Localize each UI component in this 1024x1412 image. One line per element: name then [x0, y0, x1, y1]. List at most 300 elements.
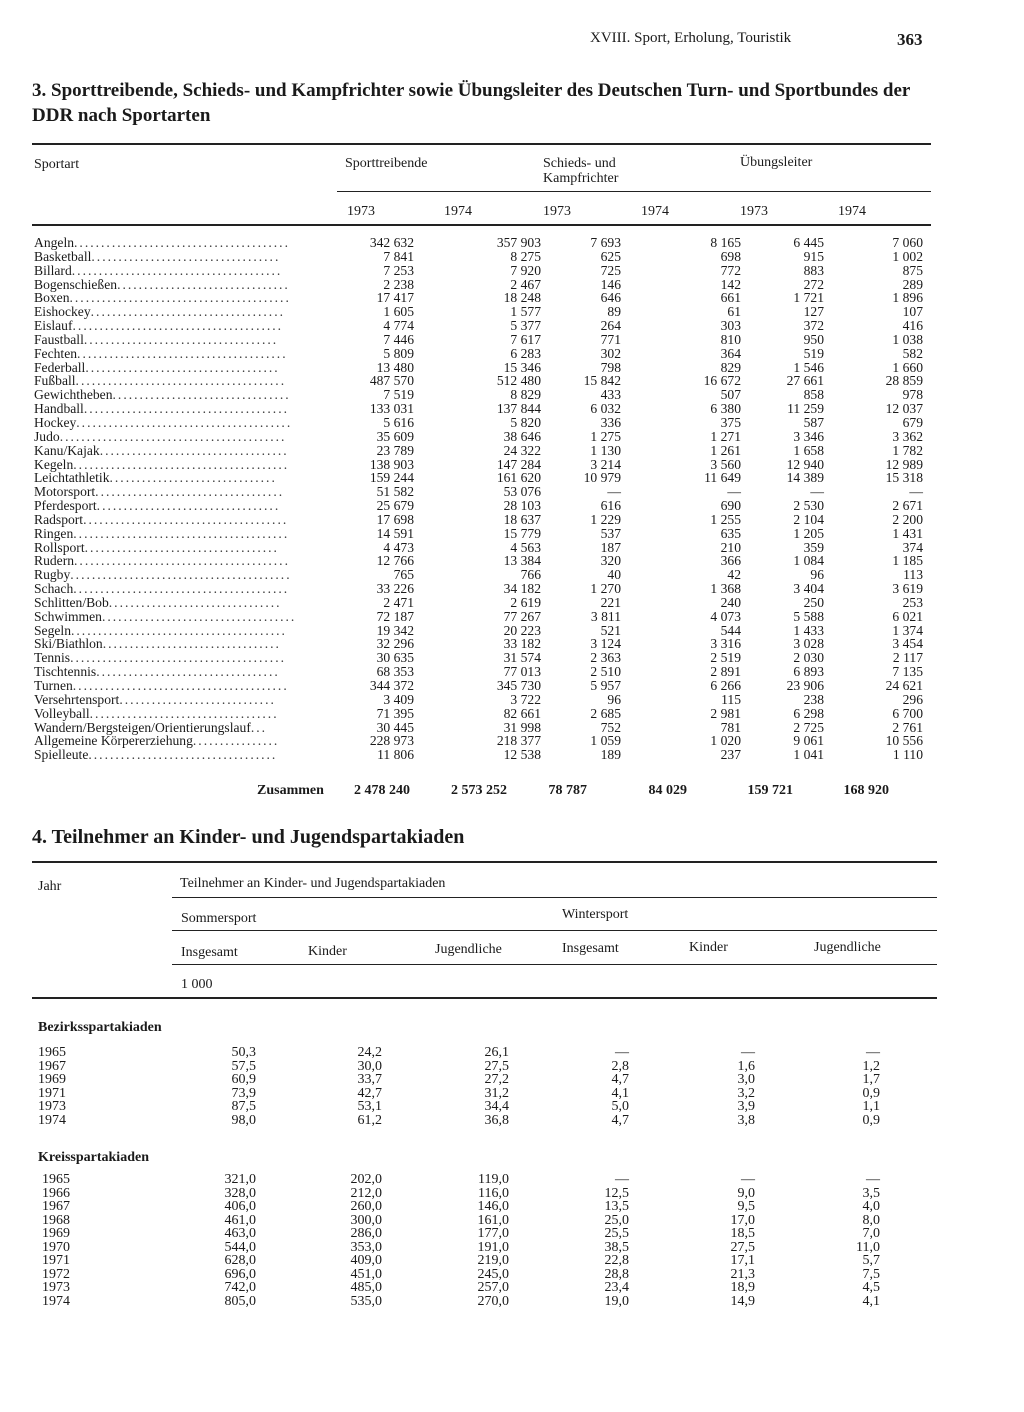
- table-row: [34, 485, 923, 499]
- value-cell: 11 649: [704, 470, 741, 486]
- value-cell: 89: [607, 304, 621, 320]
- value-cell: 4 073: [710, 608, 741, 624]
- col-jugendliche: Jugendliche: [814, 940, 881, 955]
- value-cell: 521: [600, 622, 621, 638]
- value-cell: 18 637: [503, 511, 541, 527]
- value-cell: 2 030: [793, 650, 824, 666]
- value-cell: 485,0: [350, 1280, 382, 1295]
- value-cell: 289: [902, 276, 923, 292]
- value-cell: 409,0: [350, 1253, 382, 1268]
- sport-name-cell: [34, 361, 334, 375]
- value-cell: 15 318: [885, 470, 923, 486]
- value-cell: 53,1: [357, 1099, 382, 1114]
- value-cell: 537: [600, 525, 621, 541]
- value-cell: 11,0: [856, 1239, 880, 1255]
- value-cell: 616: [600, 498, 621, 514]
- value-cell: 24 322: [503, 442, 541, 458]
- value-cell: 344 372: [369, 678, 414, 693]
- value-cell: 3,5: [862, 1185, 880, 1201]
- value-cell: 2 471: [383, 594, 414, 610]
- dot-leader: ........................................: [73, 456, 290, 472]
- value-cell: —: [615, 1172, 629, 1187]
- value-cell: 38,5: [604, 1239, 629, 1255]
- sport-name-cell: [34, 582, 334, 596]
- sport-name: Tischtennis: [34, 664, 97, 680]
- value-cell: 6 298: [793, 705, 824, 721]
- value-cell: 32 296: [376, 636, 414, 652]
- value-cell: 142: [720, 276, 741, 292]
- table-row: [34, 402, 923, 416]
- sport-name-cell: [34, 568, 334, 582]
- col-kinder: Kinder: [689, 940, 728, 955]
- sport-name: Ski/Biathlon: [34, 636, 103, 652]
- value-cell: 31,2: [484, 1085, 509, 1101]
- value-cell: 1 271: [710, 428, 741, 444]
- value-cell: 661: [720, 290, 741, 306]
- value-cell: 159 244: [369, 470, 414, 486]
- dot-leader: ...................................: [95, 484, 285, 500]
- sport-name: Ringen: [34, 525, 74, 541]
- table-row: [34, 596, 923, 610]
- table-row: [42, 1200, 880, 1214]
- sport-name: Leichtathletik: [34, 470, 110, 486]
- dot-leader: ..................................: [96, 498, 281, 514]
- table4-rule-3: [172, 964, 937, 965]
- sport-name-cell: [34, 554, 334, 568]
- table-row: [34, 665, 923, 679]
- sports-table: [34, 236, 923, 762]
- value-cell: 781: [720, 719, 741, 735]
- value-cell: 433: [600, 387, 621, 403]
- value-cell: 5 809: [383, 345, 414, 361]
- value-cell: 7 841: [383, 248, 414, 264]
- value-cell: 1 433: [793, 622, 824, 638]
- value-cell: 1,7: [862, 1072, 880, 1087]
- dot-leader: .......................................: [77, 345, 288, 361]
- value-cell: 24,2: [357, 1045, 382, 1060]
- table-row: [34, 707, 923, 721]
- dot-leader: ...................................: [88, 747, 278, 763]
- col-schieds: Schieds- und: [543, 156, 616, 171]
- value-cell: 507: [720, 387, 741, 403]
- table-row: [42, 1241, 880, 1255]
- sport-name-cell: [34, 250, 334, 264]
- value-cell: 725: [600, 262, 621, 278]
- value-cell: 21,3: [730, 1266, 755, 1282]
- value-cell: 1 229: [590, 511, 621, 527]
- value-cell: 1 721: [793, 290, 824, 306]
- value-cell: 218 377: [496, 733, 541, 749]
- dot-leader: ........................................: [76, 414, 293, 430]
- value-cell: 27,5: [730, 1239, 755, 1255]
- value-cell: 1 374: [892, 622, 923, 638]
- table-row: [34, 471, 923, 485]
- value-cell: 260,0: [350, 1199, 382, 1214]
- value-cell: 0,9: [862, 1112, 880, 1128]
- section-kreis: Kreisspartakiaden: [38, 1150, 149, 1165]
- value-cell: 270,0: [477, 1293, 509, 1309]
- sport-name-cell: [34, 499, 334, 513]
- year-1973: 1973: [543, 204, 571, 219]
- sport-name-cell: [34, 388, 334, 402]
- table-row: [34, 651, 923, 665]
- dot-leader: .............................: [119, 691, 276, 707]
- value-cell: 237: [720, 747, 741, 763]
- dot-leader: ....................................: [84, 539, 279, 555]
- value-cell: 635: [720, 525, 741, 541]
- value-cell: 1 205: [793, 525, 824, 541]
- value-cell: 303: [720, 318, 741, 334]
- value-cell: 15 346: [503, 359, 541, 375]
- table-row: [34, 305, 923, 319]
- value-cell: 9,5: [737, 1199, 755, 1214]
- dot-leader: .................................: [112, 387, 291, 403]
- sport-name-cell: [34, 734, 334, 748]
- value-cell: 19 342: [376, 622, 414, 638]
- value-cell: 3 619: [892, 581, 923, 597]
- value-cell: 17,0: [730, 1212, 755, 1228]
- value-cell: 8,0: [862, 1212, 880, 1228]
- value-cell: —: [866, 1045, 880, 1060]
- value-cell: 535,0: [350, 1293, 382, 1309]
- value-cell: 146,0: [477, 1199, 509, 1214]
- value-cell: 8 275: [510, 248, 541, 264]
- value-cell: 23 906: [786, 678, 824, 693]
- value-cell: 14 591: [376, 525, 414, 541]
- table-row: [34, 278, 923, 292]
- sport-name: Fußball: [34, 373, 76, 389]
- table-row: [34, 721, 923, 735]
- value-cell: 3,0: [737, 1072, 755, 1087]
- value-cell: 752: [600, 719, 621, 735]
- table-row: [34, 361, 923, 375]
- value-cell: 798: [600, 359, 621, 375]
- value-cell: 461,0: [224, 1212, 256, 1228]
- value-cell: 2 467: [510, 276, 541, 292]
- sport-name: Allgemeine Körpererziehung: [34, 733, 193, 749]
- value-cell: 238: [803, 691, 824, 707]
- sport-name-cell: [34, 430, 334, 444]
- dot-leader: .......................................: [71, 262, 283, 278]
- sport-name-cell: [34, 305, 334, 319]
- value-cell: 51 582: [376, 484, 414, 500]
- year-cell: 1969: [42, 1226, 70, 1241]
- value-cell: 1 041: [793, 747, 824, 763]
- value-cell: 4,0: [862, 1199, 880, 1214]
- value-cell: 34 182: [503, 581, 541, 597]
- col-insgesamt: Insgesamt: [181, 945, 238, 960]
- value-cell: 27,2: [484, 1072, 509, 1087]
- sport-name-cell: [34, 485, 334, 499]
- value-cell: 161,0: [477, 1212, 509, 1228]
- value-cell: 772: [720, 262, 741, 278]
- value-cell: 3,9: [737, 1099, 755, 1114]
- sport-name: Turnen: [34, 678, 73, 693]
- value-cell: 71 395: [376, 705, 414, 721]
- table-row: [34, 693, 923, 707]
- value-cell: 6 893: [793, 664, 824, 680]
- value-cell: 320: [600, 553, 621, 569]
- total-value: 84 029: [648, 783, 687, 798]
- value-cell: 3 214: [590, 456, 621, 472]
- sport-name-cell: [34, 402, 334, 416]
- value-cell: 679: [902, 414, 923, 430]
- table4-rule-2: [172, 930, 937, 931]
- value-cell: 6 445: [793, 235, 824, 250]
- value-cell: 6 380: [710, 401, 741, 417]
- col-kinder: Kinder: [308, 944, 347, 959]
- value-cell: 17,1: [730, 1253, 755, 1268]
- dot-leader: ........................................: [70, 650, 286, 666]
- value-cell: 2 981: [710, 705, 741, 721]
- value-cell: 19,0: [604, 1293, 629, 1309]
- value-cell: 61,2: [357, 1112, 382, 1128]
- value-cell: 96: [607, 691, 621, 707]
- value-cell: 2 530: [793, 498, 824, 514]
- sport-name: Pferdesport: [34, 498, 97, 514]
- value-cell: 113: [903, 567, 923, 583]
- table-row: [38, 1087, 880, 1101]
- value-cell: 1 110: [892, 747, 923, 763]
- table4-rule-1: [172, 897, 937, 898]
- sport-name-cell: [34, 541, 334, 555]
- value-cell: 10 979: [583, 470, 621, 486]
- value-cell: 3 028: [793, 636, 824, 652]
- value-cell: 345 730: [496, 678, 541, 693]
- value-cell: 138 903: [369, 456, 414, 472]
- value-cell: 87,5: [231, 1099, 256, 1114]
- value-cell: 119,0: [478, 1172, 509, 1187]
- sport-name-cell: [34, 264, 334, 278]
- year-1974: 1974: [838, 204, 866, 219]
- table-row: [38, 1046, 880, 1060]
- value-cell: 1 782: [892, 442, 923, 458]
- value-cell: 1 577: [510, 304, 541, 320]
- value-cell: 17 698: [376, 511, 414, 527]
- sport-name: Bogenschießen: [34, 276, 118, 292]
- value-cell: 829: [720, 359, 741, 375]
- sport-name: Spielleute: [34, 747, 89, 763]
- year-cell: 1973: [38, 1099, 66, 1114]
- value-cell: 1 261: [710, 442, 741, 458]
- value-cell: 771: [600, 331, 621, 347]
- table-row: [34, 610, 923, 624]
- table3-title: 3. Sporttreibende, Schieds- und Kampfrichter sowie Übungsleiter des Deutschen Turn- und Sportbundes der DDR nach Sportarten: [32, 80, 910, 126]
- dot-leader: ................: [192, 733, 280, 749]
- dot-leader: ........................................: [72, 678, 289, 693]
- sport-name-cell: [34, 679, 334, 693]
- value-cell: 15 779: [503, 525, 541, 541]
- value-cell: 13,5: [604, 1199, 629, 1214]
- value-cell: 28,8: [604, 1266, 629, 1282]
- table-row: [34, 734, 923, 748]
- value-cell: 253: [902, 594, 923, 610]
- sport-name: Kegeln: [34, 456, 74, 472]
- value-cell: 27,5: [484, 1058, 509, 1074]
- table4-header-rule: [32, 997, 937, 999]
- value-cell: 38 646: [503, 428, 541, 444]
- value-cell: 6 283: [510, 345, 541, 361]
- value-cell: 240: [720, 594, 741, 610]
- sport-name: Faustball: [34, 331, 84, 347]
- value-cell: 77 267: [503, 608, 541, 624]
- value-cell: 20 223: [503, 622, 541, 638]
- value-cell: 3,2: [737, 1085, 755, 1101]
- value-cell: 1,1: [862, 1099, 880, 1114]
- year-cell: 1974: [42, 1293, 70, 1309]
- value-cell: 12 766: [376, 553, 414, 569]
- value-cell: 4,7: [611, 1072, 629, 1087]
- value-cell: 12,5: [604, 1185, 629, 1201]
- value-cell: 12 037: [885, 401, 923, 417]
- year-cell: 1969: [38, 1072, 66, 1087]
- value-cell: 2 761: [892, 719, 923, 735]
- value-cell: 33 182: [503, 636, 541, 652]
- dot-leader: ....................................: [85, 359, 280, 375]
- sport-name-cell: [34, 347, 334, 361]
- value-cell: 2,8: [611, 1058, 629, 1074]
- value-cell: 6 266: [710, 678, 741, 693]
- value-cell: 12 538: [503, 747, 541, 763]
- dot-leader: ...................................: [91, 248, 281, 264]
- value-cell: 2 117: [892, 650, 923, 666]
- value-cell: 177,0: [477, 1226, 509, 1241]
- value-cell: 3 316: [710, 636, 741, 652]
- sport-name: Rudern: [34, 553, 75, 569]
- value-cell: 82 661: [503, 705, 541, 721]
- table-row: [38, 1114, 880, 1128]
- value-cell: 300,0: [350, 1212, 382, 1228]
- col-kampfrichter: Kampfrichter: [543, 171, 619, 186]
- value-cell: 487 570: [369, 373, 414, 389]
- dot-leader: ..................................: [96, 664, 280, 680]
- sport-name-cell: [34, 624, 334, 638]
- sport-name-cell: [34, 416, 334, 430]
- value-cell: 364: [720, 345, 741, 361]
- value-cell: 98,0: [231, 1112, 256, 1128]
- value-cell: 50,3: [231, 1045, 256, 1060]
- value-cell: 61: [727, 304, 741, 320]
- value-cell: 7 920: [510, 262, 541, 278]
- value-cell: 31 998: [503, 719, 541, 735]
- value-cell: —: [727, 484, 741, 500]
- dot-leader: ...: [250, 719, 268, 735]
- value-cell: 4,7: [611, 1112, 629, 1128]
- value-cell: 107: [902, 304, 923, 320]
- value-cell: 12 989: [885, 456, 923, 472]
- value-cell: 696,0: [224, 1266, 256, 1282]
- table-row: [34, 568, 923, 582]
- value-cell: 26,1: [484, 1045, 509, 1060]
- sport-name-cell: [34, 333, 334, 347]
- sport-name-cell: [34, 651, 334, 665]
- table3-header-rule: [32, 224, 931, 226]
- table-row: [34, 444, 923, 458]
- dot-leader: .................................: [102, 636, 281, 652]
- value-cell: 35 609: [376, 428, 414, 444]
- sport-name: Federball: [34, 359, 86, 375]
- value-cell: 6 032: [590, 401, 621, 417]
- value-cell: 133 031: [369, 401, 414, 417]
- value-cell: 3 560: [710, 456, 741, 472]
- sport-name-cell: [34, 236, 334, 250]
- value-cell: 28 859: [885, 373, 923, 389]
- dot-leader: ....................................: [83, 331, 279, 347]
- value-cell: 0,9: [862, 1085, 880, 1101]
- value-cell: 2 200: [892, 511, 923, 527]
- dot-leader: .......................................: [75, 373, 287, 389]
- value-cell: 2 891: [710, 664, 741, 680]
- value-cell: 3 811: [590, 608, 621, 624]
- table-row: [38, 1073, 880, 1087]
- year-cell: 1970: [42, 1239, 70, 1255]
- value-cell: 4,1: [862, 1293, 880, 1309]
- value-cell: 28 103: [503, 498, 541, 514]
- value-cell: 1 059: [590, 733, 621, 749]
- value-cell: 3 454: [892, 636, 923, 652]
- value-cell: 2 725: [793, 719, 824, 735]
- value-cell: —: [741, 1045, 755, 1060]
- value-cell: 2 510: [590, 664, 621, 680]
- sport-name: Hockey: [34, 414, 77, 430]
- sport-name: Versehrtensport: [34, 691, 120, 707]
- value-cell: 221: [600, 594, 621, 610]
- sport-name: Basketball: [34, 248, 92, 264]
- value-cell: 1 020: [710, 733, 741, 749]
- sport-name-cell: [34, 748, 334, 762]
- table-row: [42, 1214, 880, 1228]
- value-cell: 146: [600, 276, 621, 292]
- year-1974: 1974: [641, 204, 669, 219]
- value-cell: 189: [600, 747, 621, 763]
- dot-leader: ...................................: [89, 705, 279, 721]
- year-cell: 1973: [42, 1280, 70, 1295]
- value-cell: 8 165: [710, 235, 741, 250]
- value-cell: 18 248: [503, 290, 541, 306]
- value-cell: 302: [600, 345, 621, 361]
- value-cell: 18,5: [730, 1226, 755, 1241]
- table3-sub-rule: [337, 191, 931, 192]
- value-cell: 915: [803, 248, 824, 264]
- value-cell: 11 806: [377, 747, 414, 763]
- value-cell: 15 842: [583, 373, 621, 389]
- year-cell: 1965: [42, 1172, 70, 1187]
- value-cell: 9,0: [737, 1185, 755, 1201]
- table-row: [34, 416, 923, 430]
- value-cell: 321,0: [224, 1172, 256, 1187]
- table-row: [34, 499, 923, 513]
- dot-leader: ................................: [108, 594, 282, 610]
- value-cell: 13 384: [503, 553, 541, 569]
- value-cell: —: [866, 1172, 880, 1187]
- value-cell: 375: [720, 414, 741, 430]
- value-cell: 646: [600, 290, 621, 306]
- value-cell: 27 661: [786, 373, 824, 389]
- value-cell: 219,0: [477, 1253, 509, 1268]
- total-value: 159 721: [747, 783, 793, 798]
- value-cell: 2 104: [793, 511, 824, 527]
- value-cell: 1,2: [862, 1058, 880, 1074]
- value-cell: 7 135: [892, 664, 923, 680]
- sport-name: Radsport: [34, 511, 84, 527]
- value-cell: 7,0: [862, 1226, 880, 1241]
- value-cell: 372: [803, 318, 824, 334]
- value-cell: 4,5: [862, 1280, 880, 1295]
- value-cell: 1 255: [710, 511, 741, 527]
- value-cell: 2 671: [892, 498, 923, 514]
- value-cell: 978: [902, 387, 923, 403]
- kreis-table: [42, 1173, 880, 1308]
